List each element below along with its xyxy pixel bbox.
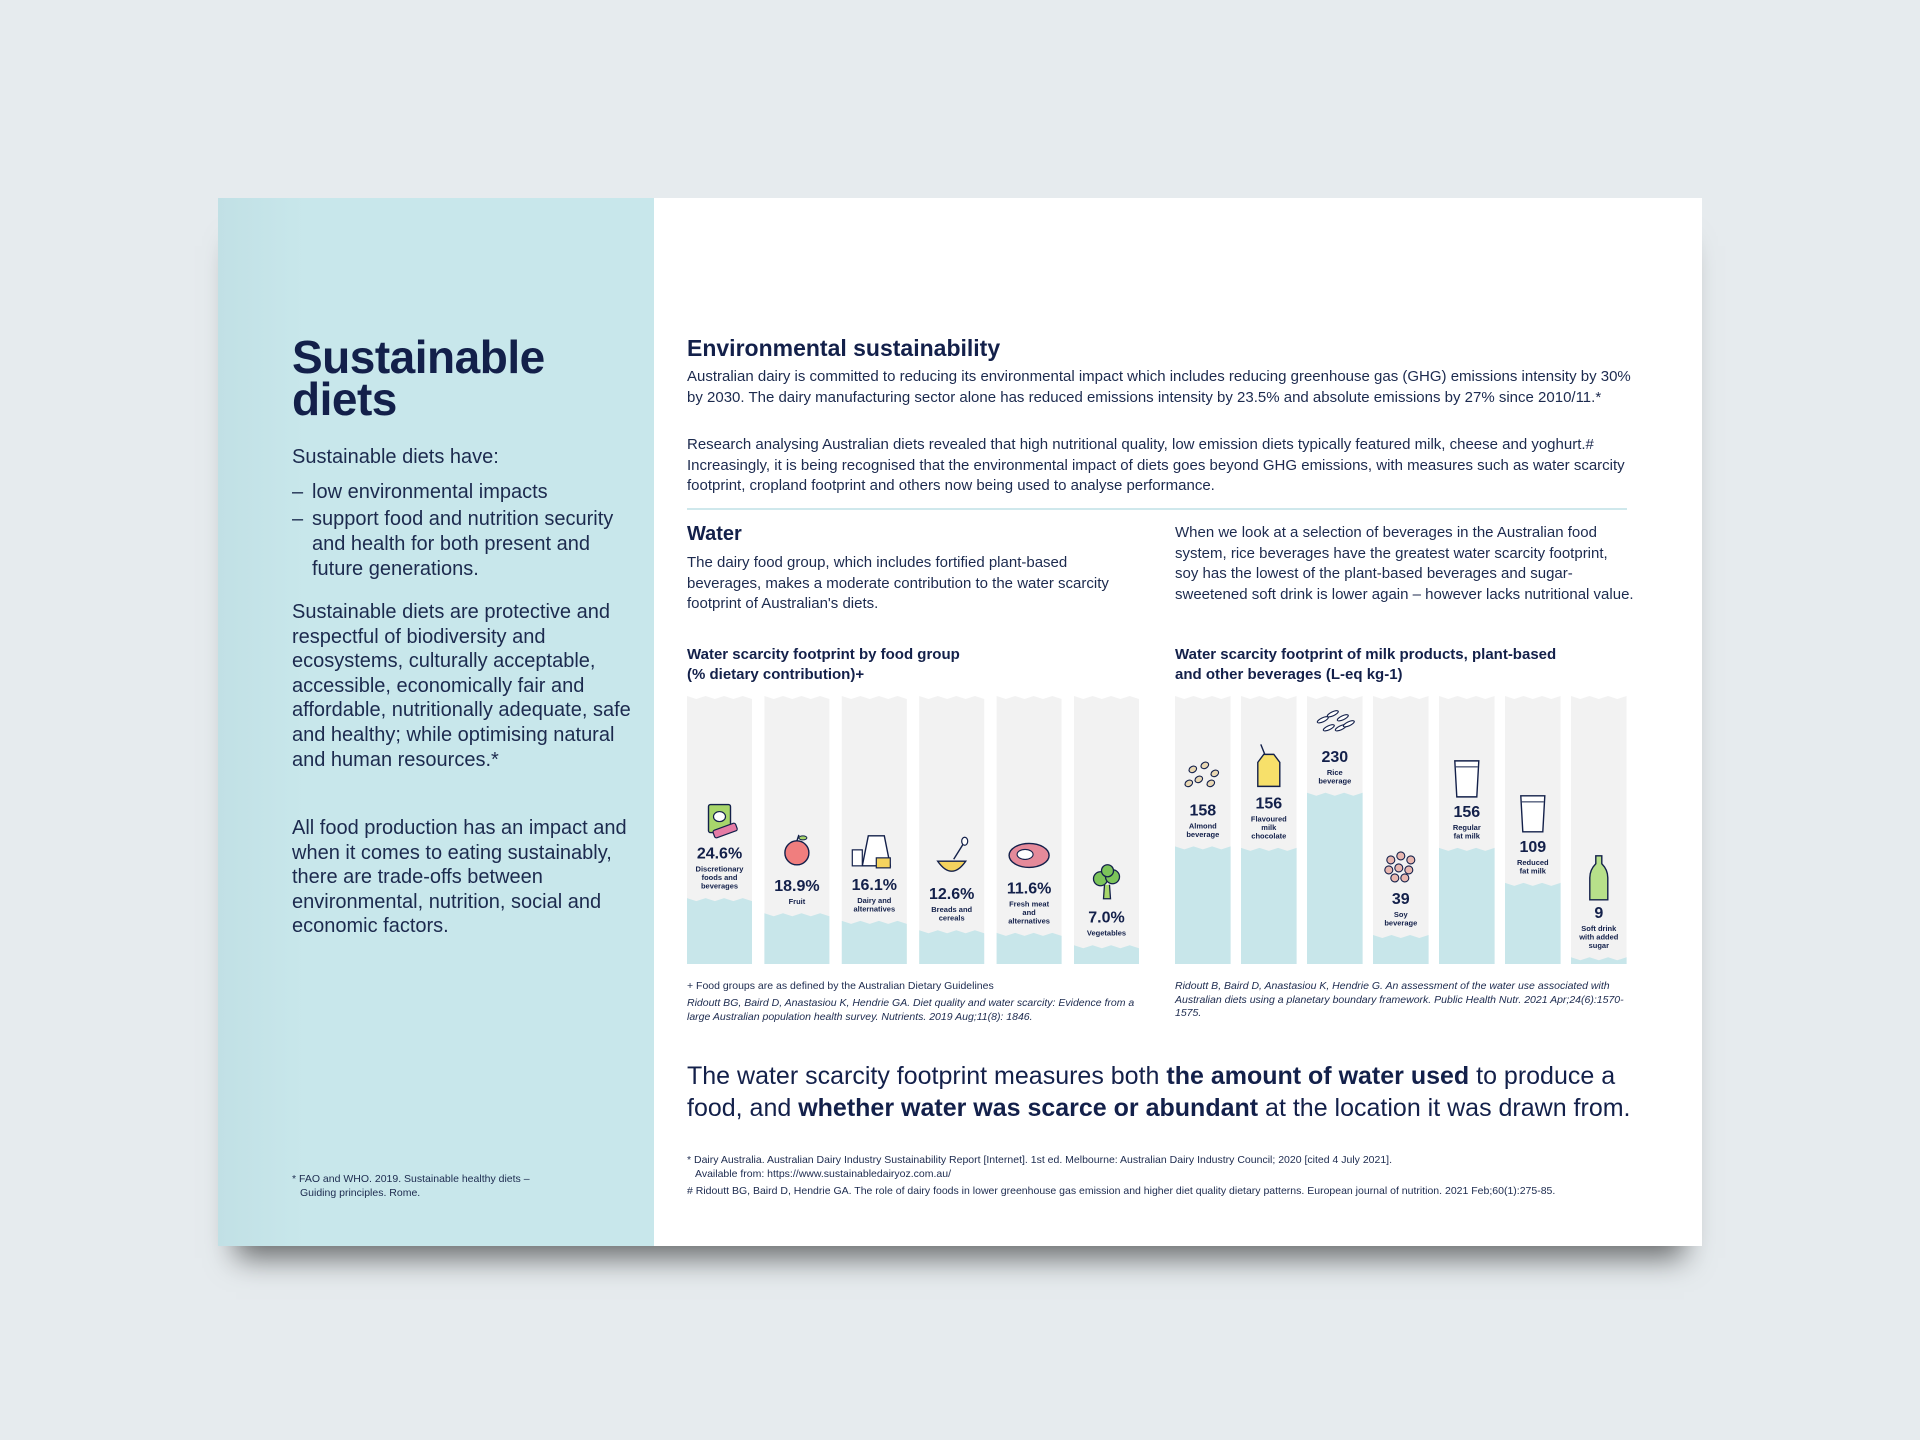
chart1-bar-group	[687, 696, 752, 964]
category-label: alternatives	[1008, 916, 1050, 926]
chart1-bar-group	[919, 696, 984, 964]
left-sidebar-panel	[218, 198, 654, 1246]
quote-text: to produce a food, and	[687, 1062, 1616, 1122]
beverage-paragraph: When we look at a selection of beverages in the Australian food system, rice beverages have the greatest water scarcity footprint, soy has the lowest of the plant-based beverages and sugar-sweetened soft drink is lower again – however lacks nutritional value.	[1175, 524, 1634, 603]
category-label: beverages	[700, 881, 739, 891]
bar	[842, 921, 907, 964]
quote-text: The water scarcity footprint measures both	[687, 1062, 1167, 1090]
chart1-bar-group	[1074, 696, 1139, 964]
brochure-spread	[218, 198, 1702, 1246]
data-label: 7.0%	[1088, 909, 1125, 927]
category-label: fat milk	[1453, 831, 1480, 841]
chart2-bar-group	[1241, 696, 1297, 964]
category-label: Discretionary	[695, 864, 744, 874]
sidebar-footnote-line2: Guiding principles. Rome.	[300, 1187, 421, 1199]
environment-paragraph: Research analysing Australian diets revealed that high nutritional quality, low emission diets typically featured milk, cheese and yoghurt.# Increasingly, it is being recognised that the environmental impact of diets goes beyond GHG emissions, with measures such as water scarcity footprint, cropland footprint and others now being used to analyse performance.	[687, 436, 1625, 494]
category-label: Fruit	[788, 896, 806, 906]
data-label: 24.6%	[696, 845, 743, 863]
bar	[1439, 848, 1495, 964]
chart1-note: + Food groups are as defined by the Australian Dietary Guidelines	[687, 980, 994, 992]
category-label: Dairy and	[857, 895, 892, 905]
milk-glass-icon	[1455, 761, 1479, 797]
sidebar-footnote-line1: * FAO and WHO. 2019. Sustainable healthy diets –	[292, 1173, 530, 1185]
milk-glass-icon	[1521, 796, 1545, 832]
chart1-title-line2: (% dietary contribution)+	[687, 666, 865, 683]
sidebar-paragraph: Sustainable diets are protective and respectful of biodiversity and ecosystems, culturally acceptable, accessible, economically fair and affordable, nutritionally adequate, safe and healthy; while optimising natural and human resources.*	[292, 601, 631, 771]
data-label: 39	[1391, 890, 1410, 908]
category-label: Almond	[1188, 821, 1217, 831]
bar	[687, 898, 752, 964]
category-label: Soy	[1393, 909, 1408, 919]
data-label: 11.6%	[1006, 880, 1052, 898]
data-label: 9	[1594, 904, 1604, 922]
chart1-bar-group	[842, 696, 907, 964]
category-label: Soft drink	[1581, 923, 1617, 933]
data-label: 18.9%	[774, 877, 820, 895]
category-label: alternatives	[853, 904, 896, 914]
pull-quote	[687, 1060, 1647, 1124]
category-label: cereals	[938, 913, 965, 923]
category-label: beverage	[1186, 829, 1220, 839]
category-label: beverage	[1318, 776, 1352, 786]
quote-bold: the amount of water used	[1166, 1062, 1470, 1090]
chart2-title	[1175, 645, 1635, 685]
footnote-line: Available from: https://www.sustainabledairyoz.com.au/	[695, 1168, 952, 1180]
data-label: 16.1%	[851, 876, 897, 894]
chart2-bar-group	[1571, 696, 1627, 964]
category-label: Fresh meat	[1009, 899, 1050, 909]
data-label: 156	[1453, 803, 1481, 821]
chart2-reference: Ridoutt B, Baird D, Anastasiou K, Hendrie G. An assessment of the water use associated with Australian diets using a planetary boundary framework. Public Health Nutr. 2021 Apr;24(6):1570-1575.	[1175, 980, 1624, 1019]
category-label: with added	[1579, 932, 1619, 942]
chart1-title	[687, 645, 1127, 685]
section-title-water: Water	[687, 523, 742, 545]
chart1-bar-group	[997, 696, 1062, 964]
category-label: and	[1022, 907, 1036, 917]
chart2-bar-group	[1439, 696, 1495, 964]
category-label: chocolate	[1251, 831, 1287, 841]
page-title-line2: diets	[292, 373, 397, 425]
beverage-water-chart	[1175, 692, 1627, 964]
intro-text: Sustainable diets have:	[292, 446, 499, 468]
category-label: Breads and	[931, 905, 973, 915]
bullet-item: – low environmental impacts	[292, 480, 632, 505]
category-label: Reduced	[1516, 857, 1549, 867]
chart2-title-line2: and other beverages (L-eq kg-1)	[1175, 666, 1403, 683]
data-label: 12.6%	[929, 886, 975, 904]
data-label: 156	[1255, 795, 1283, 813]
footnote	[687, 1153, 1647, 1181]
category-label: fat milk	[1519, 866, 1546, 876]
bar	[764, 913, 829, 964]
footnote-line: * Dairy Australia. Australian Dairy Industry Sustainability Report [Internet]. 1st ed. Melbourne: Australian Dairy Industry Council; 2020 [cited 4 July 2021].	[687, 1154, 1393, 1166]
food-group-water-chart	[687, 692, 1139, 964]
bar	[1241, 848, 1297, 964]
column-background	[919, 696, 984, 964]
category-label: Vegetables	[1086, 928, 1127, 938]
footnote: # Ridoutt BG, Baird D, Hendrie GA. The role of dairy foods in lower greenhouse gas emission and higher diet quality dietary patterns. European journal of nutrition. 2021 Feb;60(1):275-85.	[687, 1185, 1556, 1197]
bullet-item: – support food and nutrition security and health for both present and future generations.	[292, 507, 632, 582]
sidebar-paragraph: All food production has an impact and when it comes to eating sustainably, there are trade-offs between environmental, nutrition, social and economic factors.	[292, 817, 627, 938]
page-title-line1: Sustainable	[292, 331, 545, 383]
category-label: Rice	[1326, 767, 1343, 777]
category-label: milk	[1261, 822, 1277, 832]
page-title	[292, 331, 622, 425]
category-label: sugar	[1588, 940, 1610, 950]
sidebar-footnote	[292, 1172, 562, 1200]
category-label: beverage	[1384, 918, 1418, 928]
category-label: Regular	[1452, 822, 1481, 832]
bar	[919, 930, 984, 964]
quote-bold: whether water was scarce or abundant	[798, 1094, 1259, 1122]
data-label: 109	[1519, 838, 1547, 856]
chart2-bar-group	[1307, 696, 1363, 964]
bullet-list	[292, 480, 632, 584]
main-content	[687, 198, 1647, 1246]
bar	[1307, 793, 1363, 964]
water-paragraph: The dairy food group, which includes fortified plant-based beverages, makes a moderate contribution to the water scarcity footprint of Australian's diets.	[687, 554, 1109, 612]
chart1-reference: Ridoutt BG, Baird D, Anastasiou K, Hendrie GA. Diet quality and water scarcity: Evidence from a large Australian population health survey. Nutrients. 2019 Aug;11(8): 1846.	[687, 997, 1135, 1023]
section-divider	[687, 508, 1627, 510]
bar	[1373, 935, 1429, 964]
data-label: 158	[1189, 802, 1217, 820]
bar	[1175, 846, 1231, 964]
bar	[1505, 883, 1561, 964]
chart2-title-line1: Water scarcity footprint of milk products, plant-based	[1175, 646, 1557, 663]
chart1-bar-group	[764, 696, 829, 964]
environment-paragraph: Australian dairy is committed to reducing its environmental impact which includes reducing greenhouse gas (GHG) emissions intensity by 30% by 2030. The dairy manufacturing sector alone has reduced emissions intensity by 23.5% and absolute emissions by 27% since 2010/11.*	[687, 368, 1631, 406]
bar	[997, 933, 1062, 964]
category-label: foods and	[701, 873, 738, 883]
data-label: 230	[1321, 748, 1349, 766]
chart2-bar-group	[1505, 696, 1561, 964]
chart2-bar-group	[1175, 696, 1231, 964]
quote-text: at the location it was drawn from.	[1258, 1094, 1631, 1122]
steak-icon	[1009, 843, 1049, 867]
chart1-title-line1: Water scarcity footprint by food group	[687, 646, 960, 663]
chart2-bar-group	[1373, 696, 1429, 964]
category-label: Flavoured	[1250, 814, 1287, 824]
section-title-environment: Environmental sustainability	[687, 335, 1001, 361]
